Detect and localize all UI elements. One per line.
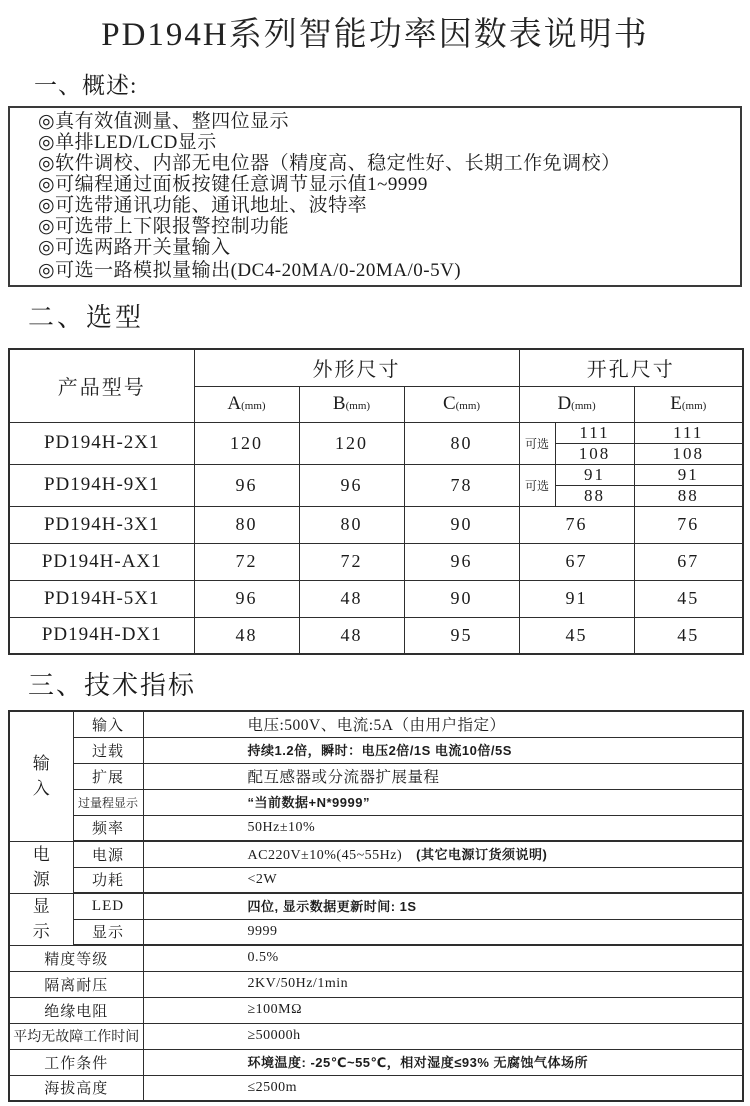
list-item: ◎可编程通过面板按键任意调节显示值1~9999 [38, 174, 428, 195]
spec-label: 隔离耐压 [9, 971, 143, 997]
spec-value: <2W [143, 867, 743, 893]
spec-label: 绝缘电阻 [9, 997, 143, 1023]
table-row [9, 506, 743, 543]
cell: 80 [194, 506, 299, 543]
model-cell: PD194H-AX1 [9, 543, 194, 580]
cell: 120 [194, 422, 299, 464]
table-row [9, 1049, 743, 1075]
cell: 72 [299, 543, 404, 580]
overview-feature-box [8, 106, 742, 287]
spec-value: ≥100MΩ [143, 997, 743, 1023]
spec-value: “当前数据+N*9999” [143, 789, 743, 815]
table-row [9, 789, 743, 815]
optional-d-cell [519, 464, 634, 506]
cell: 72 [194, 543, 299, 580]
optional-d-cell [519, 422, 634, 464]
optional-e-cell [634, 464, 743, 506]
model-cell: PD194H-3X1 [9, 506, 194, 543]
cell: 91 [556, 465, 634, 486]
table-row [9, 841, 743, 867]
spec-label: 海拔高度 [9, 1075, 143, 1101]
cell: 80 [404, 422, 519, 464]
cell: 76 [634, 506, 743, 543]
cell: 91 [635, 465, 743, 486]
table-row [9, 945, 743, 971]
optional-e-cell [634, 422, 743, 464]
spec-label: 工作条件 [9, 1049, 143, 1075]
spec-label: 输入 [73, 711, 143, 737]
spec-value: 四位, 显示数据更新时间: 1S [143, 893, 743, 919]
cell: 120 [299, 422, 404, 464]
spec-value: 50Hz±10% [143, 815, 743, 841]
spec-label: 显示 [73, 919, 143, 945]
table-row [9, 464, 743, 506]
list-item: ◎可选一路模拟量输出(DC4-20MA/0-20MA/0-5V) [38, 260, 462, 281]
table-row [9, 815, 743, 841]
list-item: ◎可选两路开关量输入 [38, 237, 231, 258]
cell: 96 [299, 464, 404, 506]
col-header-d: D(mm) [519, 386, 634, 422]
table-row [9, 919, 743, 945]
cell: 90 [404, 506, 519, 543]
spec-label: 平均无故障工作时间 [9, 1023, 143, 1049]
cell: 111 [556, 423, 634, 444]
spec-value: 环境温度: -25℃~55℃，相对湿度≤93% 无腐蚀气体场所 [143, 1049, 743, 1075]
cell: 96 [194, 464, 299, 506]
col-header-a: A(mm) [194, 386, 299, 422]
cell: 45 [634, 617, 743, 654]
spec-label: 频率 [73, 815, 143, 841]
table-row [9, 617, 743, 654]
spec-value: ≥50000h [143, 1023, 743, 1049]
cell: 88 [677, 485, 699, 505]
cell: 88 [584, 485, 606, 505]
model-cell: PD194H-DX1 [9, 617, 194, 654]
page-title: PD194H系列智能功率因数表说明书 [101, 17, 649, 53]
optional-label: 可选 [520, 423, 556, 464]
spec-value: 持续1.2倍，瞬时：电压2倍/1S 电流10倍/5S [143, 737, 743, 763]
model-cell: PD194H-2X1 [9, 422, 194, 464]
table-row [9, 737, 743, 763]
group-label-input: 输入 [9, 711, 73, 841]
optional-label: 可选 [520, 465, 556, 506]
spec-label: 电源 [73, 841, 143, 867]
outline-size-header: 外形尺寸 [194, 349, 519, 386]
section-heading-overview: 一、概述: [34, 73, 138, 98]
table-row [9, 867, 743, 893]
cell: 67 [634, 543, 743, 580]
cell: 48 [299, 580, 404, 617]
cell: 108 [578, 443, 611, 463]
spec-value: 0.5% [143, 945, 743, 971]
spec-label: 精度等级 [9, 945, 143, 971]
product-model-header: 产品型号 [9, 349, 194, 422]
model-cell: PD194H-5X1 [9, 580, 194, 617]
list-item: ◎可选带通讯功能、通讯地址、波特率 [38, 195, 368, 216]
spec-table [8, 710, 744, 1102]
table-row [9, 997, 743, 1023]
cell: 45 [519, 617, 634, 654]
spec-value: 9999 [143, 919, 743, 945]
table-row [9, 711, 743, 737]
cell: 95 [404, 617, 519, 654]
col-header-c: C(mm) [404, 386, 519, 422]
table-row [9, 763, 743, 789]
spec-value: AC220V±10%(45~55Hz) (其它电源订货须说明) [143, 841, 743, 867]
table-row [9, 893, 743, 919]
spec-label: 过载 [73, 737, 143, 763]
list-item: ◎可选带上下限报警控制功能 [38, 216, 290, 237]
list-item: ◎单排LED/LCD显示 [38, 132, 217, 153]
spec-label: LED [73, 893, 143, 919]
cell: 96 [404, 543, 519, 580]
spec-value: 电压:500V、电流:5A（由用户指定） [143, 711, 743, 737]
spec-label: 功耗 [73, 867, 143, 893]
spec-value: 2KV/50Hz/1min [143, 971, 743, 997]
spec-value: ≤2500m [143, 1075, 743, 1101]
cell: 111 [635, 423, 743, 444]
table-row [9, 971, 743, 997]
col-header-e: E(mm) [634, 386, 743, 422]
selection-table [8, 348, 744, 655]
list-item: ◎真有效值测量、整四位显示 [38, 111, 290, 132]
cell: 45 [634, 580, 743, 617]
table-row [9, 543, 743, 580]
table-row [9, 1075, 743, 1101]
section-heading-selection: 二、选型 [28, 303, 145, 332]
table-row [9, 1023, 743, 1049]
spec-label: 扩展 [73, 763, 143, 789]
cell: 90 [404, 580, 519, 617]
model-cell: PD194H-9X1 [9, 464, 194, 506]
table-row [9, 422, 743, 464]
cell: 76 [519, 506, 634, 543]
cell: 96 [194, 580, 299, 617]
table-row [9, 580, 743, 617]
section-heading-specs: 三、技术指标 [28, 671, 197, 700]
cell: 80 [299, 506, 404, 543]
cell: 78 [404, 464, 519, 506]
spec-value: 配互感器或分流器扩展量程 [143, 763, 743, 789]
list-item: ◎软件调校、内部无电位器（精度高、稳定性好、长期工作免调校） [38, 153, 621, 174]
table-header-row [9, 349, 743, 386]
cell: 48 [194, 617, 299, 654]
group-label-power: 电源 [9, 841, 73, 893]
col-header-b: B(mm) [299, 386, 404, 422]
cell: 108 [672, 443, 705, 463]
cell: 67 [519, 543, 634, 580]
hole-size-header: 开孔尺寸 [519, 349, 743, 386]
group-label-display: 显示 [9, 893, 73, 945]
spec-label: 过量程显示 [73, 789, 143, 815]
cell: 91 [519, 580, 634, 617]
cell: 48 [299, 617, 404, 654]
